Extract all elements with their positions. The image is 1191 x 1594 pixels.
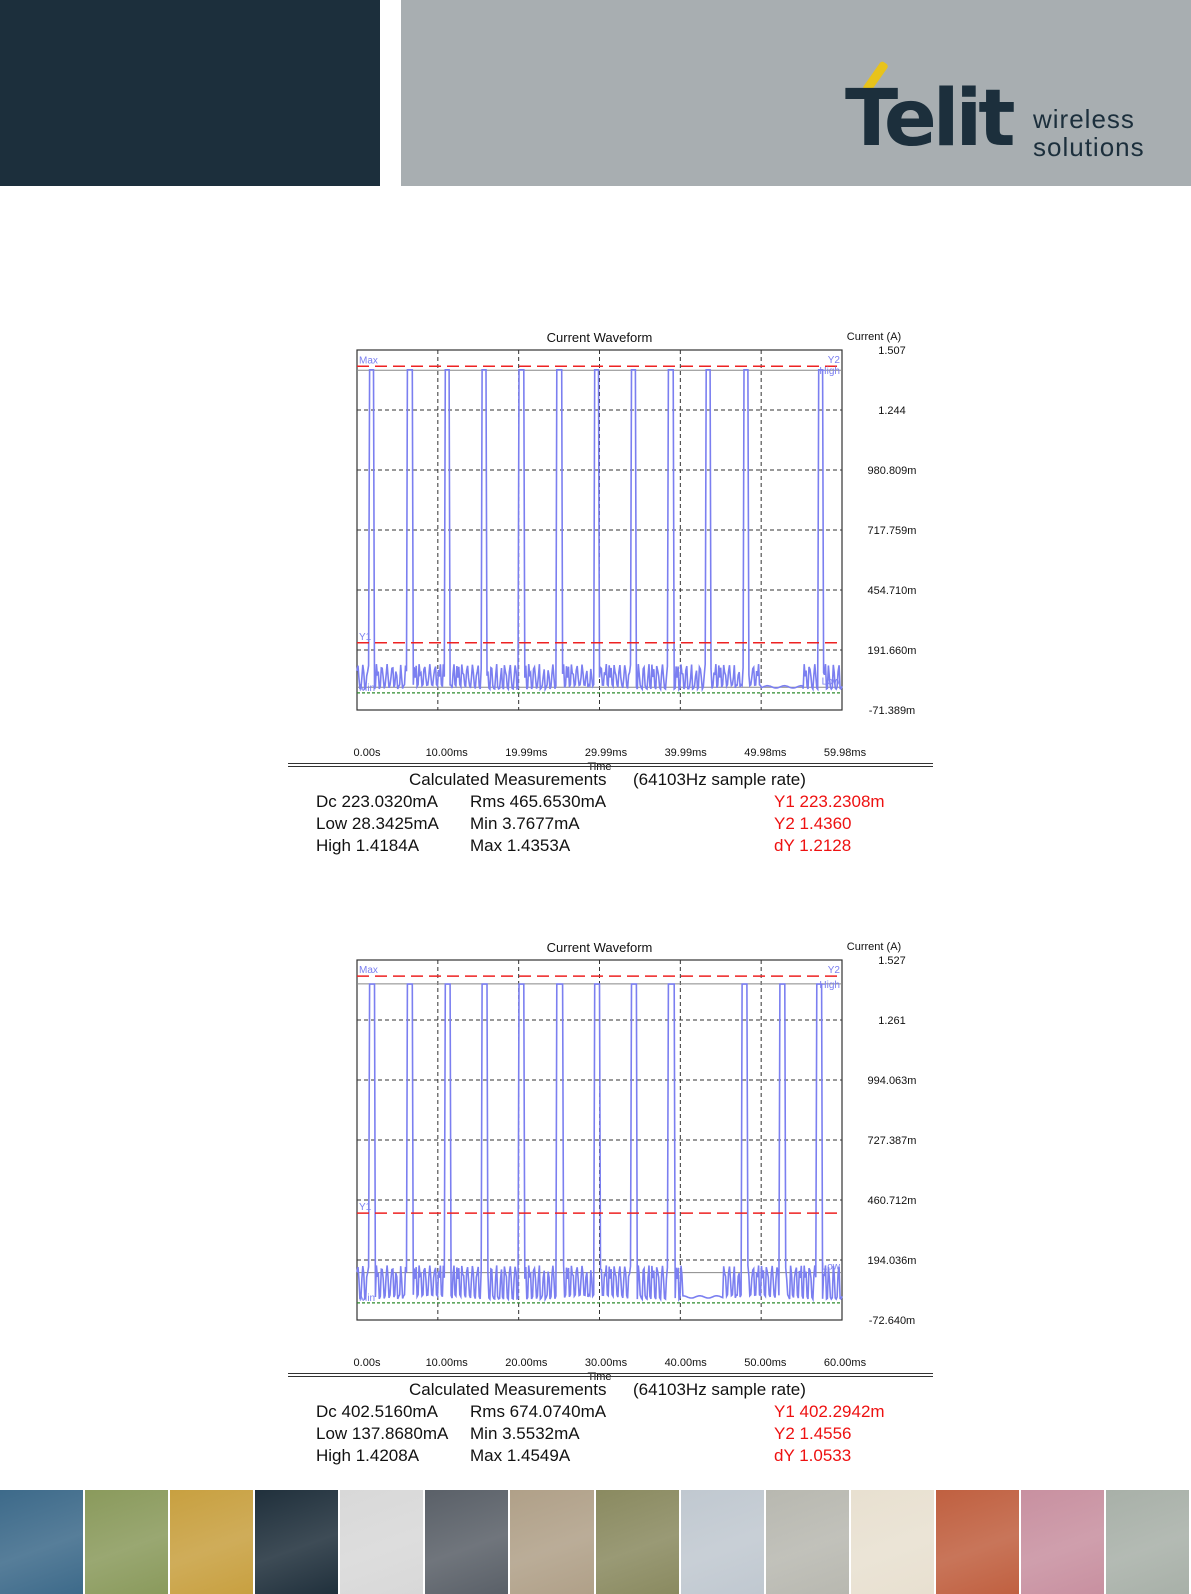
y1-marker-label: Y1 <box>359 631 372 643</box>
min-marker-label: Min <box>359 682 376 694</box>
current-waveform-chart-2 <box>0 930 1191 1430</box>
y-tick-label: 1.244 <box>878 405 906 417</box>
footer-photo-strip <box>0 1490 1191 1594</box>
measurement-label: High <box>316 836 351 855</box>
measurement-value: 402.5160mA <box>336 1402 438 1421</box>
measurement-value: 674.0740mA <box>504 1402 607 1421</box>
logo-tagline <box>1033 105 1145 161</box>
y-tick-label: 727.387m <box>867 1135 917 1147</box>
footer-photo-tile <box>1021 1490 1106 1594</box>
sample-rate: (64103Hz sample rate) <box>633 1380 806 1399</box>
chart-title: Current Waveform <box>546 940 653 955</box>
footer-photo-tile <box>681 1490 766 1594</box>
y-tick-label: -72.640m <box>868 1315 916 1327</box>
y2-marker-label: Y2 <box>827 355 840 367</box>
min-marker-label: Min <box>359 1292 376 1304</box>
y-axis-label: Current (A) <box>846 331 902 343</box>
x-tick-label: 59.98ms <box>823 747 867 759</box>
measurement-value: 1.4353A <box>502 836 571 855</box>
measurements-rule <box>288 766 933 767</box>
y-axis-label: Current (A) <box>846 941 902 953</box>
measurement-rms <box>470 792 606 812</box>
measurement-high <box>316 836 419 856</box>
measurement-value: 1.4208A <box>350 1446 420 1465</box>
y2-marker-label: Y2 <box>827 965 840 977</box>
x-tick-label: 0.00s <box>353 747 381 759</box>
y-tick-label: 1.261 <box>878 1015 906 1027</box>
y1-marker-label: Y1 <box>359 1202 372 1214</box>
header-dark-panel <box>0 0 380 186</box>
y-tick-label: 191.660m <box>867 645 917 657</box>
logo-wordmark: Telit <box>845 74 1012 164</box>
measurement-value: 1.4549A <box>502 1446 571 1465</box>
x-tick-label: 39.99ms <box>664 747 707 759</box>
footer-photo-tile <box>596 1490 681 1594</box>
measurement-label: Y2 <box>774 1424 795 1443</box>
x-tick-label: 10.00ms <box>425 747 468 759</box>
measurement-label: Dc <box>316 1402 337 1421</box>
measurements-rule <box>288 763 933 764</box>
x-axis-label: Time <box>587 1371 612 1383</box>
measurement-value: 3.7677mA <box>497 814 580 833</box>
measurements-rule <box>288 1376 933 1377</box>
footer-photo-tile <box>510 1490 595 1594</box>
measurement-dc <box>316 1402 438 1422</box>
measurement-label: Low <box>316 814 348 833</box>
y-tick-label: 994.063m <box>867 1075 917 1087</box>
measurement-label: Max <box>470 836 503 855</box>
measurement-label: Y1 <box>774 792 795 811</box>
x-tick-label: 19.99ms <box>505 747 548 759</box>
x-tick-label: 50.00ms <box>744 1357 787 1369</box>
measurement-label: dY <box>774 836 795 855</box>
x-tick-label: 49.98ms <box>744 747 787 759</box>
measurement-min <box>470 1424 580 1444</box>
chart-title: Current Waveform <box>546 330 653 345</box>
footer-photo-tile <box>425 1490 510 1594</box>
measurement-rms <box>470 1402 606 1422</box>
calculated-measurements-2 <box>288 1373 933 1483</box>
x-tick-label: 20.00ms <box>505 1357 548 1369</box>
measurement-value: 1.4556 <box>794 1424 852 1443</box>
high-marker-label: High <box>819 366 840 378</box>
y-tick-label: 194.036m <box>867 1255 917 1267</box>
x-tick-label: 0.00s <box>353 1357 381 1369</box>
footer-photo-tile <box>936 1490 1021 1594</box>
footer-photo-tile <box>851 1490 936 1594</box>
x-axis-label: Time <box>587 761 612 773</box>
sample-rate: (64103Hz sample rate) <box>633 770 806 789</box>
measurement-value: 28.3425mA <box>347 814 439 833</box>
measurement-value: 1.4360 <box>794 814 852 833</box>
measurement-low <box>316 814 439 834</box>
measurement-y2 <box>774 814 852 834</box>
measurement-high <box>316 1446 419 1466</box>
measurement-value: 1.4184A <box>350 836 420 855</box>
y-tick-label: -71.389m <box>868 705 916 717</box>
measurement-label: Rms <box>470 792 505 811</box>
max-marker-label: Max <box>359 355 378 367</box>
measurement-value: 402.2942m <box>794 1402 885 1421</box>
x-tick-label: 29.99ms <box>584 747 628 759</box>
x-tick-label: 10.00ms <box>425 1357 468 1369</box>
y-tick-label: 1.507 <box>878 345 906 357</box>
footer-photo-tile <box>766 1490 851 1594</box>
logo-tagline-line1: wireless <box>1033 104 1135 134</box>
measurement-label: Min <box>470 1424 498 1443</box>
measurement-max <box>470 836 570 856</box>
low-marker-label: Low <box>821 676 840 688</box>
y-tick-label: 460.712m <box>867 1195 917 1207</box>
measurement-value: 465.6530mA <box>504 792 607 811</box>
calculated-measurements-1 <box>288 763 933 873</box>
measurements-title: Calculated Measurements <box>409 1380 607 1399</box>
measurement-dc <box>316 792 438 812</box>
measurement-low <box>316 1424 448 1444</box>
measurement-y2 <box>774 1424 852 1444</box>
measurement-max <box>470 1446 570 1466</box>
footer-photo-tile <box>170 1490 255 1594</box>
low-marker-label: Low <box>821 1261 840 1273</box>
measurement-value: 1.2128 <box>794 836 852 855</box>
current-waveform-chart-1 <box>0 320 1191 820</box>
telit-logo <box>845 60 1165 170</box>
footer-photo-tile <box>255 1490 340 1594</box>
measurements-rule <box>288 1373 933 1374</box>
y-tick-label: 1.527 <box>878 955 906 967</box>
x-tick-label: 60.00ms <box>823 1357 867 1369</box>
footer-photo-tile <box>85 1490 170 1594</box>
measurement-label: Min <box>470 814 498 833</box>
measurement-value: 3.5532mA <box>497 1424 580 1443</box>
measurement-value: 223.2308m <box>794 792 885 811</box>
measurement-value: 1.0533 <box>794 1446 852 1465</box>
measurement-label: Max <box>470 1446 503 1465</box>
y-tick-label: 980.809m <box>867 465 917 477</box>
measurement-min <box>470 814 580 834</box>
high-marker-label: High <box>819 979 840 991</box>
measurement-label: dY <box>774 1446 795 1465</box>
x-tick-label: 40.00ms <box>664 1357 707 1369</box>
measurement-label: Dc <box>316 792 337 811</box>
measurement-label: Y1 <box>774 1402 795 1421</box>
measurement-value: 223.0320mA <box>336 792 438 811</box>
y-tick-label: 454.710m <box>867 585 917 597</box>
max-marker-label: Max <box>359 965 378 977</box>
measurement-y1 <box>774 792 885 812</box>
footer-photo-tile <box>1106 1490 1191 1594</box>
measurement-label: Y2 <box>774 814 795 833</box>
footer-photo-tile <box>340 1490 425 1594</box>
y-tick-label: 717.759m <box>867 525 917 537</box>
measurement-dy <box>774 1446 851 1466</box>
logo-tagline-line2: solutions <box>1033 132 1145 162</box>
measurement-label: Rms <box>470 1402 505 1421</box>
measurement-label: Low <box>316 1424 348 1443</box>
measurement-y1 <box>774 1402 885 1422</box>
measurement-dy <box>774 836 851 856</box>
x-tick-label: 30.00ms <box>584 1357 628 1369</box>
measurements-title: Calculated Measurements <box>409 770 607 789</box>
footer-photo-tile <box>0 1490 85 1594</box>
measurement-label: High <box>316 1446 351 1465</box>
measurement-value: 137.8680mA <box>347 1424 449 1443</box>
